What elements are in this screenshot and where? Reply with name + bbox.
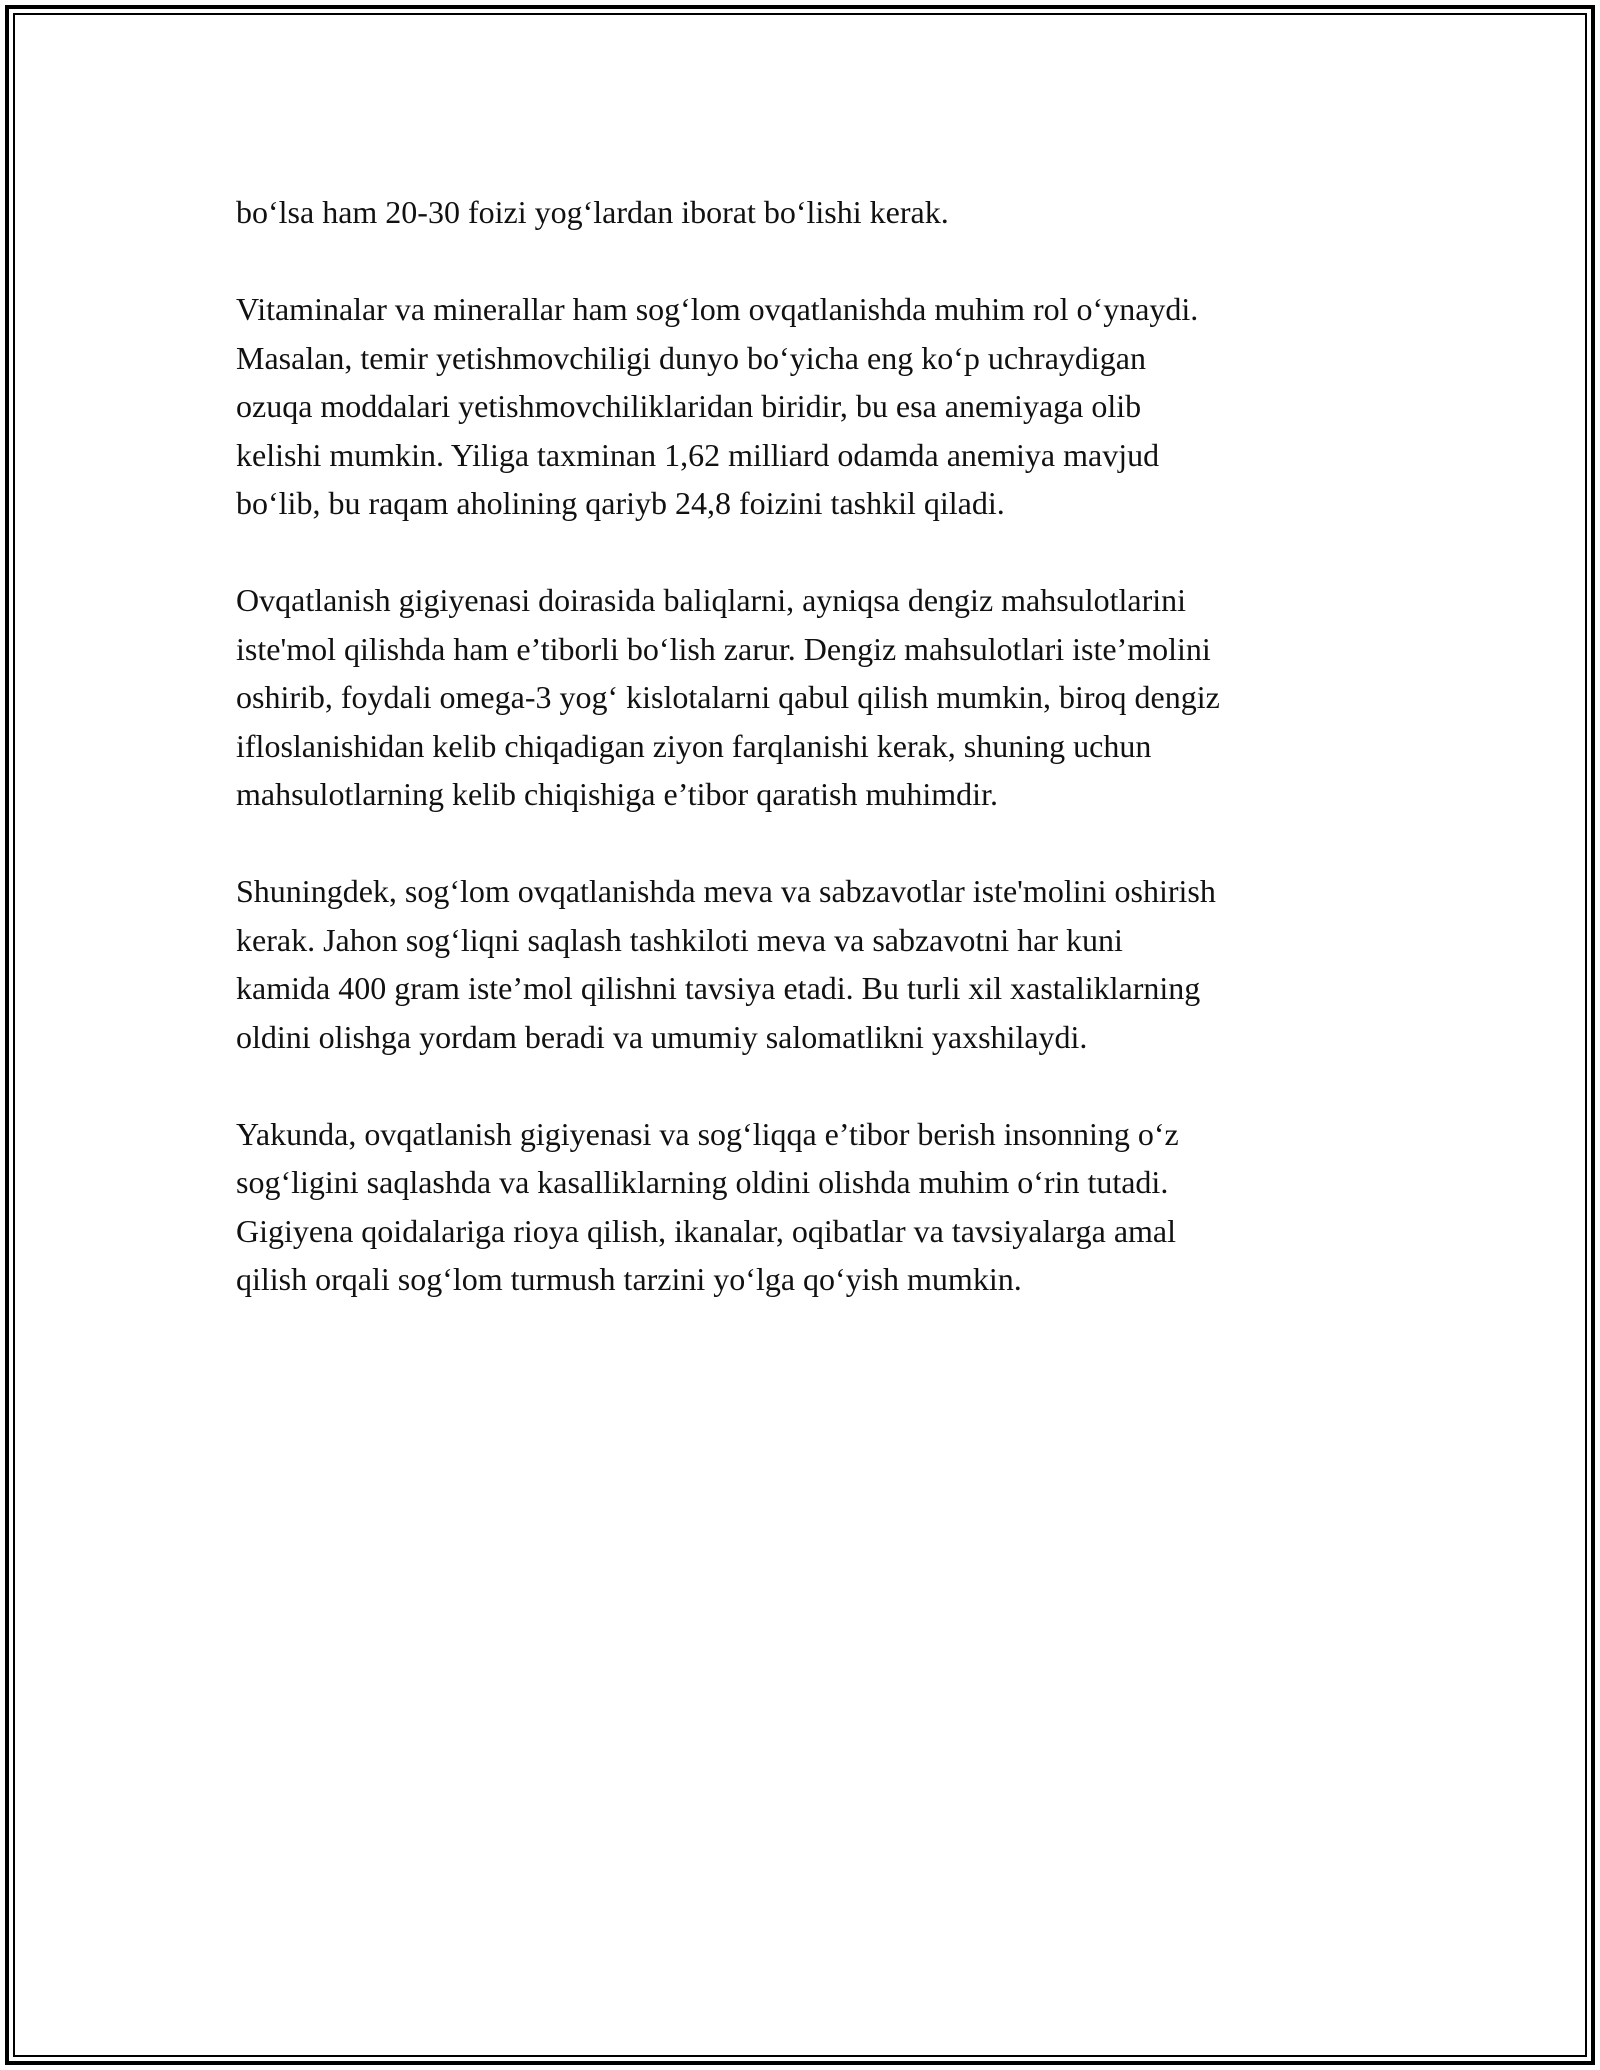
paragraph-2: Vitaminalar va minerallar ham sog‘lom ovqatlanishda muhim rol o‘ynaydi. Masalan, temir yetishmovchiligi dunyo bo‘yicha eng ko‘p uchraydigan ozuqa moddalari yetishmovchiliklaridan biridir, bu esa anemiyaga olib kelishi mumkin. Yiliga taxminan 1,62 milliard odamda anemiya mavjud bo‘lib, bu raqam aholining qariyb 24,8 foizini tashkil qiladi.	[236, 291, 1199, 521]
document-body	[236, 188, 1376, 1352]
paragraph-4: Shuningdek, sog‘lom ovqatlanishda meva va sabzavotlar iste'molini oshirish kerak. Jahon sog‘liqni saqlash tashkiloti meva va sabzavotni har kuni kamida 400 gram iste’mol qilishni tavsiya etadi. Bu turli xil xastaliklarning oldini olishga yordam beradi va umumiy salomatlikni yaxshilaydi.	[236, 873, 1216, 1055]
paragraph-3: Ovqatlanish gigiyenasi doirasida baliqlarni, ayniqsa dengiz mahsulotlarini iste'mol qilishda ham e’tiborli bo‘lish zarur. Dengiz mahsulotlari iste’molini oshirib, foydali omega-3 yog‘ kislotalarni qabul qilish mumkin, biroq dengiz ifloslanishidan kelib chiqadigan ziyon farqlanishi kerak, shuning uchun mahsulotlarning kelib chiqishiga e’tibor qaratish muhimdir.	[236, 582, 1220, 812]
paragraph-1: bo‘lsa ham 20-30 foizi yog‘lardan iborat bo‘lishi kerak.	[236, 194, 949, 230]
paragraph-5: Yakunda, ovqatlanish gigiyenasi va sog‘liqqa e’tibor berish insonning o‘z sog‘ligini saqlashda va kasalliklarning oldini olishda muhim o‘rin tutadi. Gigiyena qoidalariga rioya qilish, ikanalar, oqibatlar va tavsiyalarga amal qilish orqali sog‘lom turmush tarzini yo‘lga qo‘yish mumkin.	[236, 1115, 1179, 1297]
